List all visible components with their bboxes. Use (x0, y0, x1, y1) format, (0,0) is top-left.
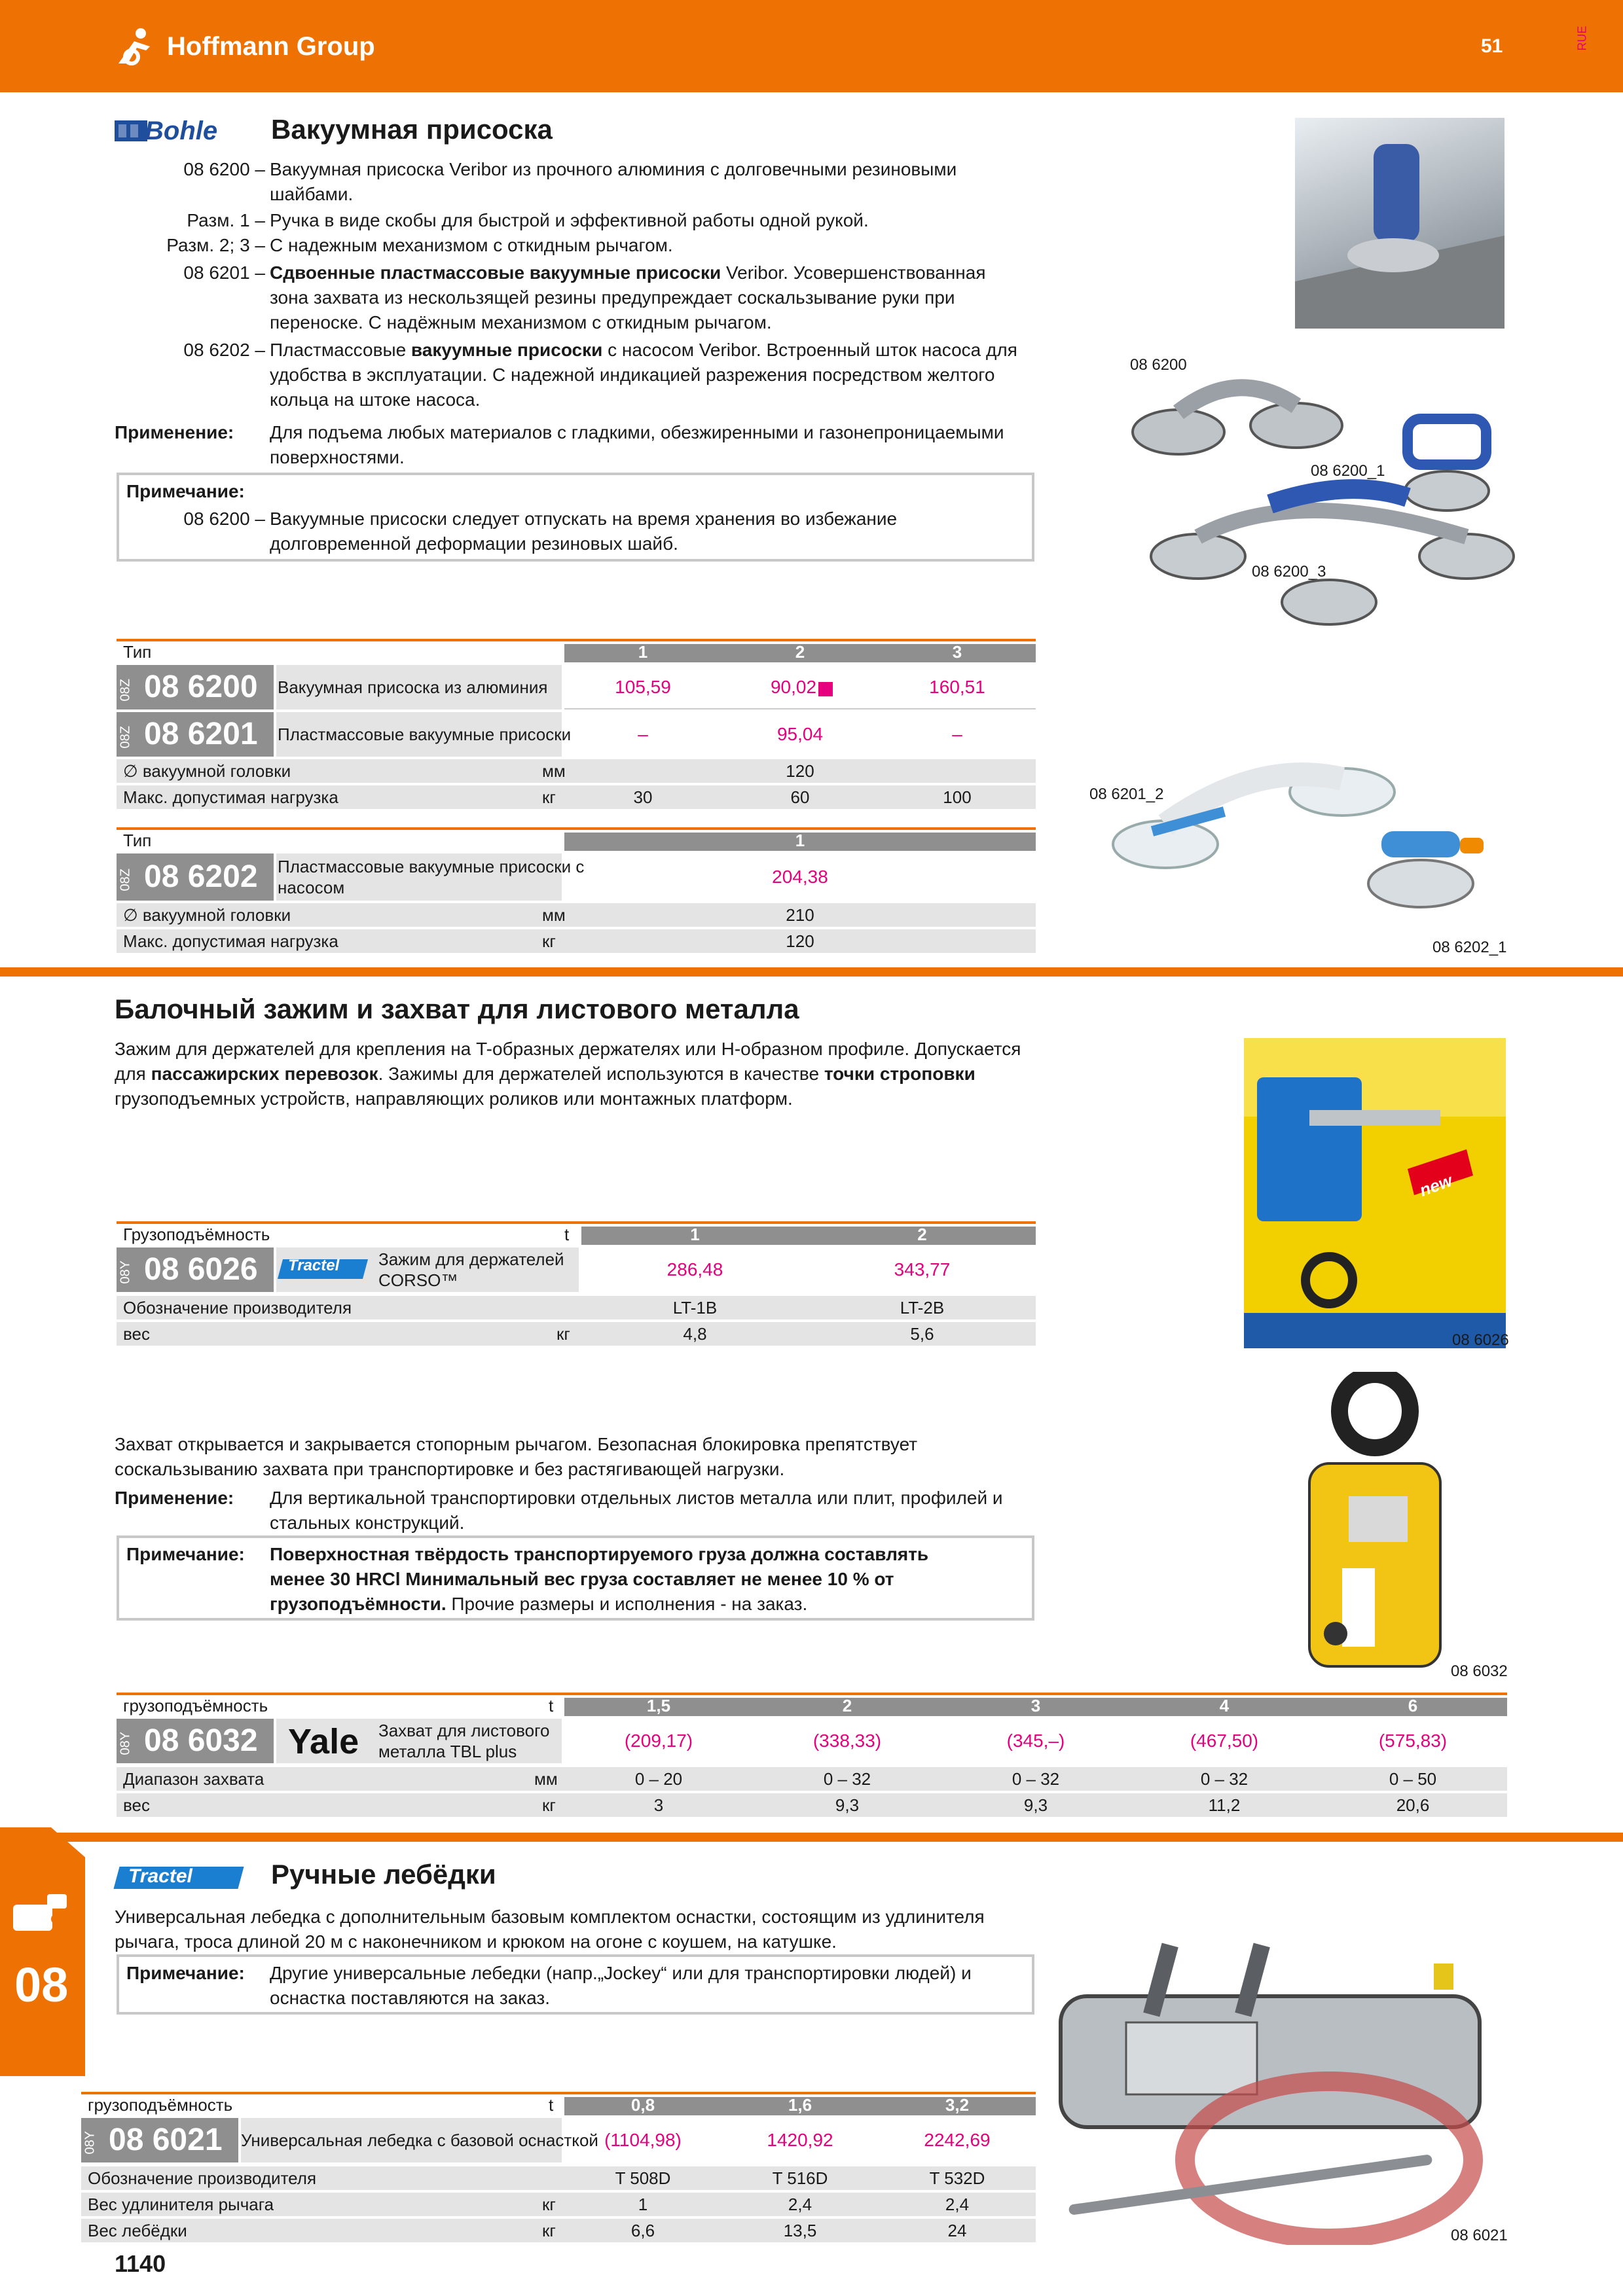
spec-value: 120 (786, 931, 814, 951)
note-text-2: менее 30 HRCl Минимальный вес груза составляет не менее 10 % от (270, 1569, 894, 1589)
spec-unit: мм (542, 761, 566, 781)
spec-value: LT-2B (900, 1298, 945, 1318)
article-086202: 08 6202 (144, 859, 258, 894)
spec-label: Макс. допустимая нагрузка (123, 787, 338, 807)
spec-unit: мм (534, 1769, 558, 1789)
tractel-logo-text: Tractel (288, 1257, 340, 1274)
spec-unit: кг (542, 787, 556, 807)
col-2: 2 (842, 1696, 852, 1715)
desc-086032-1: Захват для листового (378, 1721, 550, 1740)
caption-086202-1: 08 6202_1 (1432, 939, 1507, 956)
spec-value: T 516D (772, 2168, 828, 2188)
desc-line: удобства в эксплуатации. С надежной индикацией разрежения посредством желтого (270, 365, 995, 385)
table4-body (117, 1719, 1507, 1817)
lifting-tools-icon (10, 1885, 73, 1937)
desc-line: Вакуумная присоска Veribor из прочного алюминия с долговечными резиновыми (270, 159, 957, 179)
grab-text-2: соскальзыванию захвата при транспортировке и без растягивающей нагрузки. (115, 1459, 785, 1479)
price-086026-1: 286,48 (666, 1259, 723, 1280)
article-086026: 08 6026 (144, 1252, 258, 1287)
spec-unit: кг (542, 2195, 556, 2214)
capacity-label: Грузоподъёмность (123, 1225, 270, 1244)
product-photo-in-use (1295, 118, 1504, 329)
price-086200-2: 90,02 (770, 677, 817, 697)
caption-086200-1: 08 6200_1 (1311, 462, 1385, 480)
spec-value: 20,6 (1396, 1795, 1430, 1815)
chapter-tab (0, 1827, 85, 2076)
winch-text-2: рычага, троса длиной 20 м с наконечником и крюком на огоне с коушем, на катушке. (115, 1931, 837, 1952)
table3-header (117, 1221, 1036, 1245)
note-text-2: долговременной деформации резиновых шайб. (270, 533, 678, 554)
spec-label: вес (123, 1795, 150, 1815)
section-title-vacuum: Вакуумная присоска (271, 114, 553, 145)
type-label: Тип (123, 831, 152, 850)
spec-value: 9,3 (835, 1795, 860, 1815)
spec-label: вес (123, 1324, 150, 1344)
price-086202: 204,38 (772, 867, 828, 887)
spec-value: LT-1B (672, 1298, 718, 1318)
desc-key: Разм. 1 – (187, 210, 265, 230)
table3-body (117, 1247, 1036, 1346)
hoffmann-figure-icon (115, 27, 158, 66)
table5-body (81, 2118, 1036, 2242)
hoffmann-logo (115, 25, 375, 68)
page-number: 51 (1481, 35, 1503, 57)
spec-value: 0 – 32 (1200, 1769, 1249, 1789)
spec-label: Макс. допустимая нагрузка (123, 931, 338, 951)
price-086032-3: (345,–) (1006, 1731, 1065, 1751)
spec-label: ∅ вакуумной головки (123, 761, 291, 781)
beam-clamp-photo (1244, 1038, 1506, 1348)
spec-value: T 532D (929, 2168, 985, 2188)
desc-086032-2: металла TBL plus (378, 1742, 517, 1761)
desc-key: 08 6201 – (183, 262, 265, 283)
desc-line: шайбами. (270, 184, 354, 204)
table1-header (117, 639, 1036, 662)
col-3: 3 (952, 642, 962, 662)
spec-value: 0 – 50 (1389, 1769, 1437, 1789)
table5-header (81, 2092, 1036, 2115)
price-086200-1: 105,59 (615, 677, 671, 697)
note-text-2: оснастка поставляются на заказ. (270, 1988, 550, 2008)
price-086032-4: (467,50) (1190, 1731, 1259, 1751)
caption-086201-2: 08 6201_2 (1089, 785, 1164, 803)
spec-unit: мм (542, 905, 566, 925)
col-3: 3,2 (945, 2095, 970, 2115)
beam-text-3: грузоподъемных устройств, направляющих роликов или монтажных платформ. (115, 1088, 793, 1109)
article-tag: 08Y (118, 1731, 133, 1755)
price-086026-2: 343,77 (894, 1259, 951, 1280)
spec-value: 120 (786, 761, 814, 781)
application-text-1: Для подъема любых материалов с гладкими, обезжиренными и газонепроницаемыми (270, 422, 1004, 442)
spec-unit: кг (542, 1795, 556, 1815)
chapter-number: 08 (14, 1958, 69, 2012)
spec-value: 0 – 20 (634, 1769, 683, 1789)
spec-value: 24 (947, 2221, 967, 2240)
capacity-label: грузоподъёмность (88, 2095, 233, 2115)
promo-square-icon (818, 682, 833, 696)
col-4: 4 (1219, 1696, 1230, 1715)
plastic-vacuum-lifter-illustrations (1093, 681, 1512, 942)
caption-086200: 08 6200 (1130, 356, 1187, 374)
desc-line: зона захвата из нескользящей резины предупреждает соскальзывание руки при (270, 287, 955, 308)
spec-label: Вес лебёдки (88, 2221, 187, 2240)
spec-value: 0 – 32 (1012, 1769, 1060, 1789)
desc-086202-1: Пластмассовые вакуумные присоски с (278, 857, 585, 876)
unit-t: t (564, 1225, 570, 1244)
language-code: RUE (1575, 26, 1589, 51)
brand-name: Hoffmann Group (167, 31, 375, 61)
plate-grab-photo (1296, 1372, 1453, 1679)
capacity-label: грузоподъёмность (123, 1696, 268, 1715)
spec-value: 60 (790, 787, 810, 807)
article-tag: 08Z (118, 869, 133, 891)
desc-line: С надежным механизмом с откидным рычагом. (270, 235, 673, 255)
spec-unit: кг (542, 2221, 556, 2240)
col-1: 1 (795, 831, 805, 850)
price-086032-1: (209,17) (624, 1731, 693, 1751)
spec-unit: кг (542, 931, 556, 951)
application-text-2: стальных конструкций. (270, 1513, 465, 1533)
desc-key: 08 6200 – (183, 159, 265, 179)
caption-086026: 08 6026 (1452, 1331, 1509, 1349)
caption-086200-3: 08 6200_3 (1252, 563, 1326, 581)
beam-text-2: для пассажирских перевозок. Зажимы для держателей используются в качестве точки строповки (115, 1064, 976, 1084)
note-text-1: Вакуумные присоски следует отпускать на время хранения во избежание (270, 509, 898, 529)
section-title-beam-clamp: Балочный зажим и захват для листового металла (115, 994, 799, 1024)
col-1: 0,8 (630, 2095, 655, 2115)
col-1: 1 (638, 642, 648, 662)
desc-key: Разм. 2; 3 – (166, 235, 265, 255)
price-086032-5: (575,83) (1378, 1731, 1448, 1751)
unit-t: t (549, 1696, 554, 1715)
spec-label: Диапазон захвата (123, 1769, 264, 1789)
spec-value: 0 – 32 (823, 1769, 871, 1789)
desc-086200: Вакуумная присоска из алюминия (278, 677, 548, 697)
note-label: Примечание: (126, 1544, 245, 1564)
col-1: 1 (690, 1225, 700, 1244)
article-tag: 08Y (118, 1260, 133, 1284)
desc-086202-2: насосом (278, 878, 345, 897)
spec-label: Вес удлинителя рычага (88, 2195, 274, 2214)
article-086201: 08 6201 (144, 717, 258, 751)
note-label: Примечание: (126, 481, 245, 501)
spec-value: 210 (786, 905, 814, 925)
type-label: Тип (123, 642, 152, 662)
col-2: 1,6 (788, 2095, 812, 2115)
table2-header (117, 827, 1036, 851)
winch-text-1: Универсальная лебедка с дополнительным базовым комплектом оснастки, состоящим из удлинителя (115, 1907, 985, 1927)
price-086021-1: (1104,98) (604, 2130, 682, 2150)
article-tag: 08Z (118, 679, 133, 702)
article-086021: 08 6021 (109, 2123, 223, 2157)
article-086032: 08 6032 (144, 1723, 258, 1758)
price-086021-2: 1420,92 (767, 2130, 833, 2150)
tractel-logo-header (117, 1864, 255, 1890)
spec-value: 2,4 (788, 2195, 812, 2214)
application-text-2: поверхностями. (270, 447, 405, 467)
table2-body (117, 853, 1036, 953)
desc-line: переноске. С надёжным механизмом с откидным рычагом. (270, 312, 772, 332)
col-2: 2 (795, 642, 805, 662)
footer-page-number: 1140 (115, 2250, 166, 2277)
col-5: 6 (1408, 1696, 1418, 1715)
desc-086026-1: Зажим для держателей (378, 1249, 564, 1269)
table1-specs (117, 759, 1036, 809)
desc-086201: Пластмассовые вакуумные присоски (278, 725, 572, 744)
desc-line: кольца на штоке насоса. (270, 389, 481, 410)
spec-value: 6,6 (630, 2221, 655, 2240)
beam-text-1: Зажим для держателей для крепления на T-образных держателях или H-образном профиле. Допускается (115, 1039, 1021, 1059)
spec-value: 30 (633, 787, 653, 807)
spec-value: 5,6 (910, 1324, 934, 1344)
price-086201-1: – (638, 724, 648, 744)
spec-label: Обозначение производителя (88, 2168, 317, 2188)
spec-unit: кг (556, 1324, 570, 1344)
desc-line: Сдвоенные пластмассовые вакуумные присоски Veribor. Усовершенствованная (270, 262, 986, 283)
desc-line: Ручка в виде скобы для быстрой и эффективной работы одной рукой. (270, 210, 869, 230)
bohle-logo-text: Bohle (145, 117, 218, 145)
price-086200-3: 160,51 (929, 677, 985, 697)
section-divider (0, 1833, 1623, 1842)
caption-086032: 08 6032 (1451, 1662, 1508, 1680)
yale-logo: Yale (288, 1722, 359, 1761)
spec-value: 13,5 (783, 2221, 817, 2240)
table4-header (117, 1693, 1507, 1716)
col-2: 2 (917, 1225, 927, 1244)
price-086201-2: 95,04 (776, 724, 824, 744)
note-text-3: грузоподъёмности. Прочие размеры и исполнения - на заказ. (270, 1594, 808, 1614)
spec-value: 4,8 (683, 1324, 707, 1344)
table1-body (117, 665, 1036, 757)
note-label: Примечание: (126, 1963, 245, 1983)
hand-winch-photo (1054, 1937, 1506, 2245)
spec-value: 11,2 (1208, 1795, 1241, 1815)
grab-text-1: Захват открывается и закрывается стопорным рычагом. Безопасная блокировка препятствует (115, 1434, 918, 1454)
section-divider (0, 967, 1623, 977)
article-086200: 08 6200 (144, 670, 258, 704)
bohle-logo (115, 119, 255, 143)
desc-line: Пластмассовые вакуумные присоски с насосом Veribor. Встроенный шток насоса для (270, 340, 1017, 360)
application-text-1: Для вертикальной транспортировки отдельных листов металла или плит, профилей и (270, 1488, 1003, 1508)
new-badge: new (1417, 1170, 1455, 1200)
section-title-winches: Ручные лебёдки (271, 1859, 496, 1890)
vacuum-lifter-illustrations (1100, 340, 1532, 681)
spec-label: Обозначение производителя (123, 1298, 352, 1318)
note-text-1: Другие универсальные лебедки (напр.„Jockey“ или для транспортировки людей) и (270, 1963, 972, 1983)
desc-086026-2: CORSO™ (378, 1270, 458, 1290)
tractel-logo-text: Tractel (128, 1865, 192, 1887)
article-tag: 08Z (118, 726, 133, 749)
spec-value: 3 (653, 1795, 664, 1815)
application-label: Применение: (115, 1488, 234, 1508)
price-086201-3: – (952, 724, 962, 744)
desc-086021: Универсальная лебедка с базовой оснасткой (241, 2130, 598, 2150)
note-text-1: Поверхностная твёрдость транспортируемого груза должна составлять (270, 1544, 929, 1564)
price-086021-3: 2242,69 (924, 2130, 991, 2150)
desc-key: 08 6202 – (183, 340, 265, 360)
caption-086021: 08 6021 (1451, 2227, 1508, 2244)
article-tag: 08Y (82, 2130, 98, 2155)
col-1: 1,5 (646, 1696, 671, 1715)
unit-t: t (549, 2095, 554, 2115)
note-key: 08 6200 – (183, 509, 265, 529)
price-086032-2: (338,33) (812, 1731, 882, 1751)
application-label: Применение: (115, 422, 234, 442)
spec-value: 100 (943, 787, 972, 807)
spec-value: 1 (638, 2195, 648, 2214)
col-3: 3 (1030, 1696, 1041, 1715)
spec-value: T 508D (615, 2168, 671, 2188)
spec-value: 9,3 (1023, 1795, 1048, 1815)
spec-label: ∅ вакуумной головки (123, 905, 291, 925)
spec-value: 2,4 (945, 2195, 970, 2214)
